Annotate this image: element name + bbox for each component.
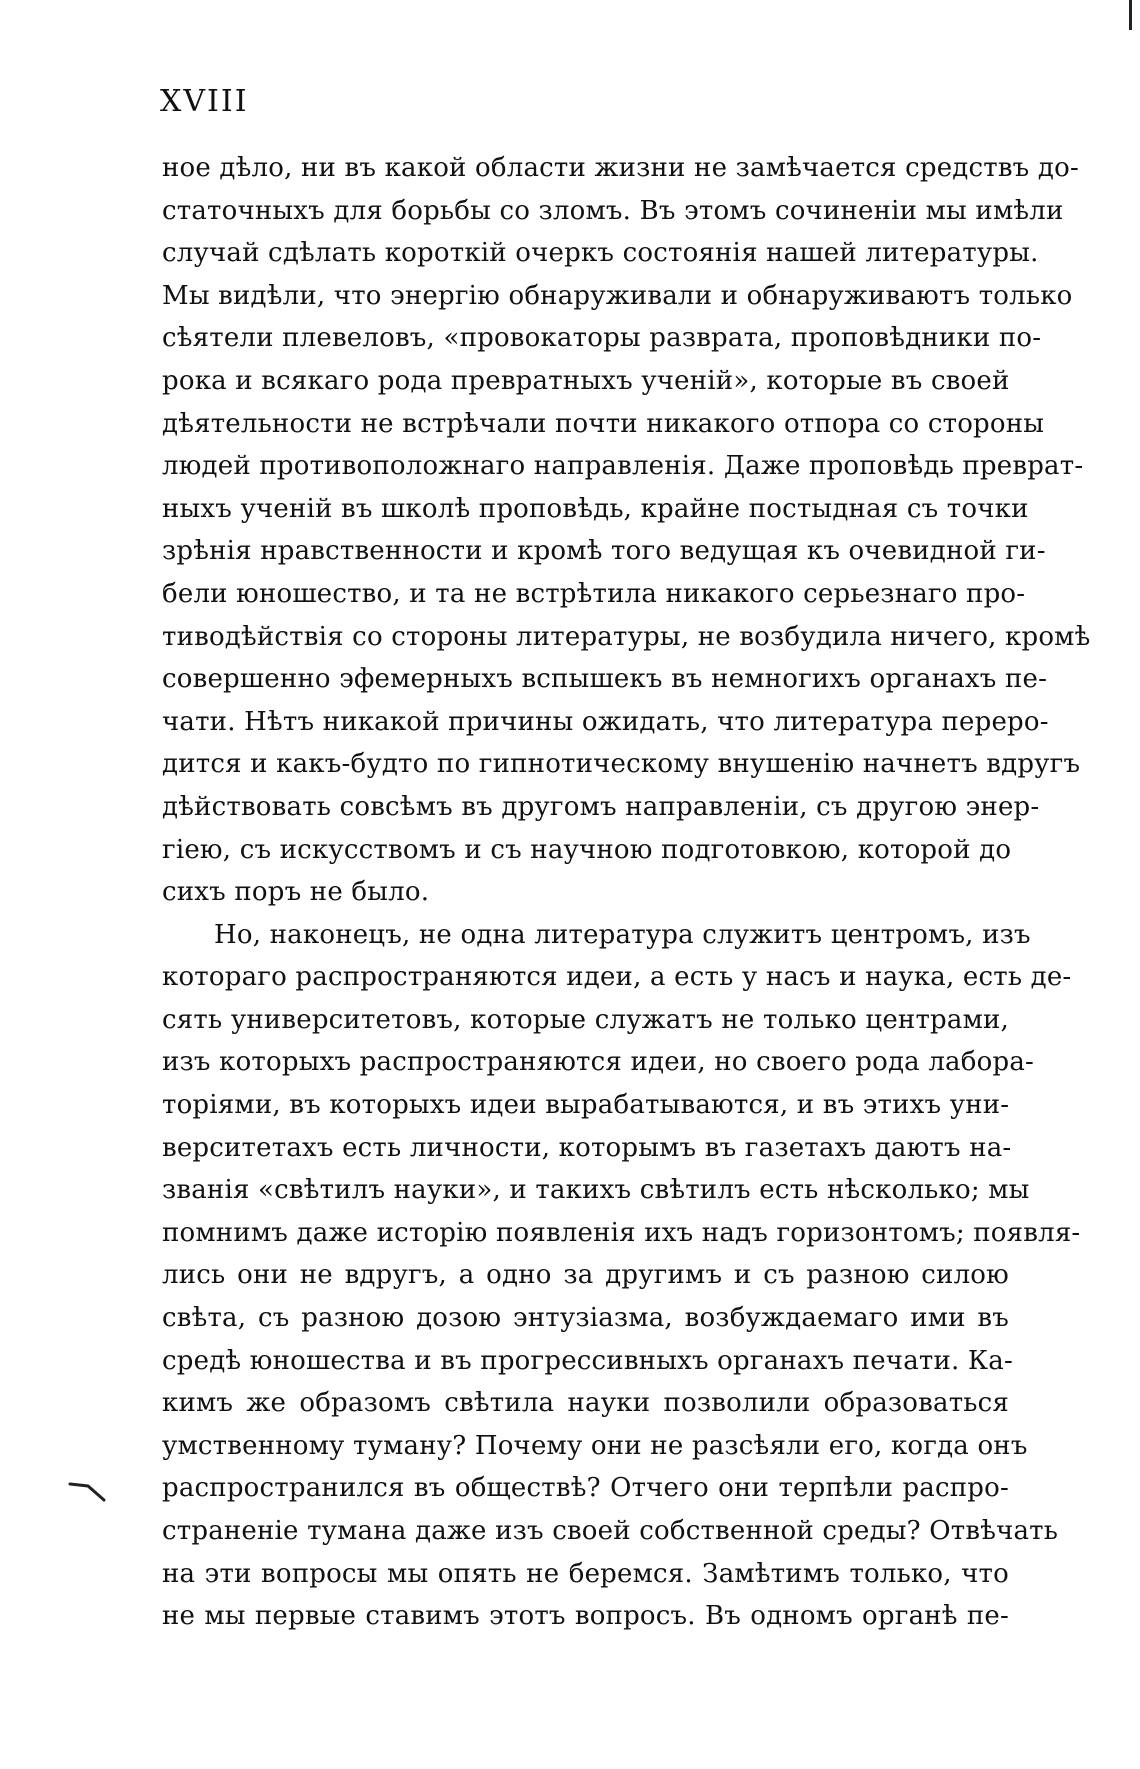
text-line: зрѣнія нравственности и кромѣ того ведущая къ очевидной ги- [162,536,1046,567]
text-line: чати. Нѣтъ никакой причины ожидать, что литература переро- [162,706,1049,737]
text-line: рока и всякаго рода превратныхъ ученій», которые въ своей [162,365,1010,396]
text-line: помнимъ даже исторію появленія ихъ надъ горизонтомъ; появля- [162,1217,1081,1248]
text-line: лись они не вдругъ, а одно за другимъ и съ разною силою [162,1260,1009,1291]
text-line: изъ которыхъ распространяются идеи, но своего рода лабора- [162,1047,1034,1078]
text-line: котораго распространяются идеи, а есть у насъ и наука, есть де- [162,962,1072,993]
text-line: гіею, съ искусствомъ и съ научною подготовкою, которой до [162,834,1012,865]
text-line: верситетахъ есть личности, которымъ въ газетахъ даютъ на- [162,1132,1012,1163]
text-line: бели юношество, и та не встрѣтила никакого серьезнаго про- [162,578,1026,609]
text-line: ныхъ ученій въ школѣ проповѣдь, крайне постыдная съ точки [162,493,1029,524]
text-line: торіями, въ которыхъ идеи вырабатываются, и въ этихъ уни- [162,1090,1010,1121]
scan-smudge-mark [68,1480,108,1504]
text-line: ное дѣло, ни въ какой области жизни не замѣчается средствъ до- [162,153,1079,183]
text-line: дится и какъ-будто по гипнотическому внушенію начнетъ вдругъ [162,749,1081,780]
text-line: не мы первые ставимъ этотъ вопросъ. Въ одномъ органѣ пе- [162,1601,1009,1632]
body-text [162,147,1091,1638]
text-line: тиводѣйствія со стороны литературы, не возбудила ничего, кромѣ [162,621,1091,652]
text-line: средѣ юношества и въ прогрессивныхъ органахъ печати. Ка- [162,1345,1013,1376]
paragraph-2 [162,914,1081,1638]
text-line: сѣятели плевеловъ, «провокаторы разврата, проповѣдники по- [162,323,1042,354]
text-line: сять университетовъ, которые служатъ не только центрами, [162,1004,1009,1035]
scan-edge-mark [1129,0,1132,30]
text-line: Мы видѣли, что энергію обнаруживали и обнаруживаютъ только [162,280,1073,311]
text-line: умственному туману? Почему они не разсѣяли его, когда онъ [162,1430,1028,1461]
paragraph-1 [162,147,1091,914]
text-line: страненіе тумана даже изъ своей собственной среды? Отвѣчать [162,1516,1059,1546]
text-line: званія «свѣтилъ науки», и такихъ свѣтилъ есть нѣсколько; мы [162,1175,1030,1206]
text-line: случай сдѣлать короткій очеркъ состоянія нашей литературы. [162,238,1039,269]
text-line: Но, наконецъ, не одна литература служитъ центромъ, изъ [214,919,1031,950]
page-number: XVIII [160,84,249,119]
text-line: дѣйствовать совсѣмъ въ другомъ направленіи, съ другою энер- [162,791,1040,822]
text-line: статочныхъ для борьбы со зломъ. Въ этомъ сочиненіи мы имѣли [162,195,1064,226]
text-line: свѣта, съ разною дозою энтузіазма, возбуждаемаго ими въ [162,1303,1009,1334]
text-line: на эти вопросы мы опять не беремся. Замѣтимъ только, что [162,1558,1009,1589]
text-line: дѣятельности не встрѣчали почти никакого отпора со стороны [162,408,1045,439]
text-line: распространился въ обществѣ? Отчего они терпѣли распро- [162,1473,1009,1504]
text-line: сихъ поръ не было. [162,877,430,908]
text-line: людей противоположнаго направленія. Даже проповѣдь превpат- [162,451,1084,482]
text-line: совершенно эфемерныхъ вспышекъ въ немногихъ органахъ пе- [162,664,1048,695]
text-line: кимъ же образомъ свѣтила науки позволили образоваться [162,1388,1009,1419]
